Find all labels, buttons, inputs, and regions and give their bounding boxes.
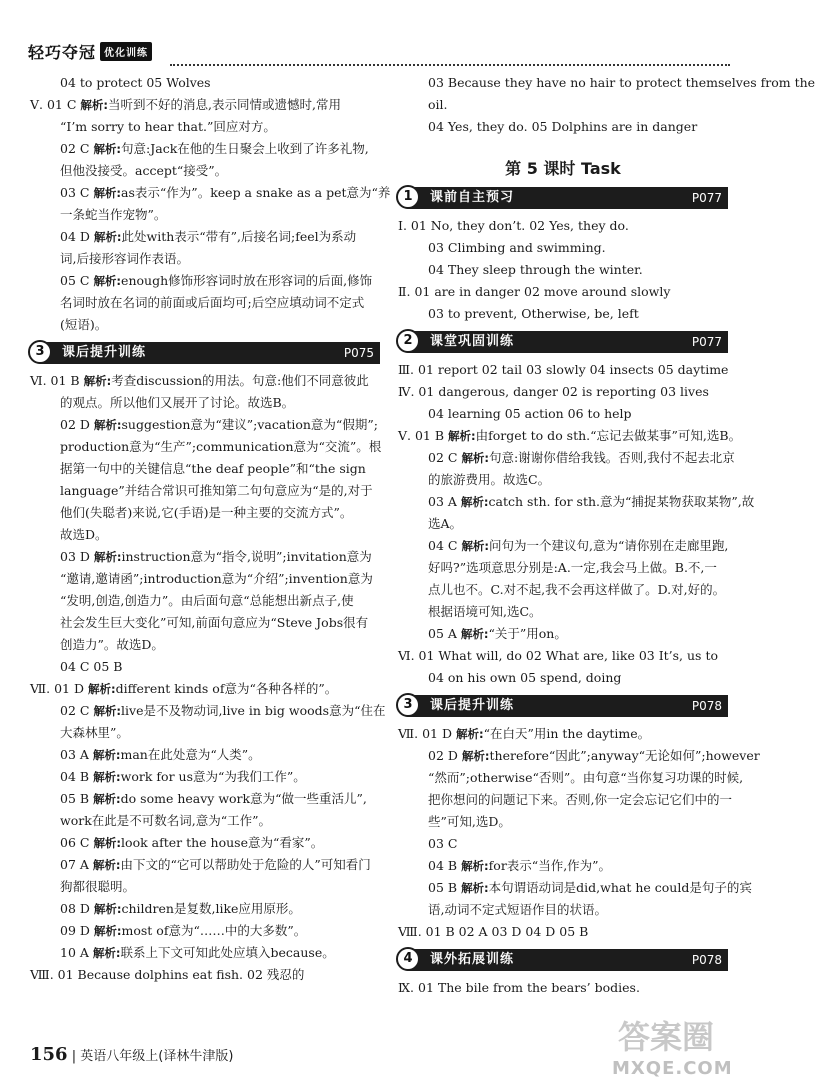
section-number-badge: 3	[396, 693, 420, 717]
text-line: 狗都很聪明。	[60, 879, 136, 894]
section-number-badge: 1	[396, 185, 420, 209]
section-page-ref: P078	[691, 953, 722, 967]
answer-number: 03 D	[60, 549, 90, 564]
analysis-text: suggestion意为“建议”;vacation意为“假期”;	[121, 417, 378, 432]
analysis-label: 解析:	[460, 495, 489, 509]
answer-line	[30, 766, 380, 788]
text-line: work在此是不可数名词,意为“工作”。	[60, 813, 272, 828]
watermark-url: MXQE.COM	[612, 1058, 733, 1079]
analysis-label: 解析:	[461, 859, 489, 873]
analysis-text: 由forget to do sth.“忘记去做某事”可知,选B。	[475, 428, 742, 443]
answer-number: 03 A	[428, 494, 457, 509]
answer-number: 05 A	[428, 626, 457, 641]
analysis-label: 解析:	[460, 627, 489, 641]
text-line: 但他没接受。accept“接受”。	[60, 163, 228, 178]
section-page-ref: P078	[691, 699, 722, 713]
page-header	[0, 0, 750, 62]
analysis-text: as表示“作为”。keep a snake as a pet意为“养	[121, 185, 391, 200]
section-page-ref: P075	[343, 346, 374, 360]
answer-line	[398, 491, 755, 513]
text-line: 的观点。所以他们又展开了讨论。故选B。	[60, 395, 295, 410]
analysis-text: 当听到不好的消息,表示同情或遗憾时,常用	[108, 97, 341, 112]
analysis-label: 解析:	[83, 374, 112, 388]
analysis-text: therefore“因此”;anyway“无论如何”;however	[489, 748, 760, 763]
answer-line	[30, 920, 380, 942]
section-number-badge: 3	[28, 340, 52, 364]
text-line: 词,后接形容词作表语。	[60, 251, 189, 266]
analysis-label: 解析:	[93, 186, 122, 200]
answer-line	[30, 94, 380, 116]
answer-line	[398, 723, 728, 745]
text-line: “邀请,邀请函”;introduction意为“介绍”;invention意为	[60, 571, 373, 586]
analysis-text: 句意:谢谢你借给我钱。否则,我付不起去北京	[489, 450, 735, 465]
answer-number: 02 C	[60, 703, 90, 718]
text-line: Ⅵ. 01 What will, do 02 What are, like 03 It’s, us to	[398, 648, 718, 663]
text-line: 的旅游费用。故选C。	[428, 472, 551, 487]
answer-line	[30, 546, 380, 568]
analysis-label: 解析:	[87, 682, 116, 696]
answer-line	[30, 854, 380, 876]
text-line: 04 on his own 05 spend, doing	[428, 670, 622, 685]
analysis-label: 解析:	[461, 451, 490, 465]
answer-number: Ⅴ. 01 C	[30, 97, 77, 112]
answer-line	[398, 877, 752, 899]
section-title: 课后提升训练	[62, 345, 147, 360]
analysis-label: 解析:	[461, 881, 489, 895]
section-page-ref: P077	[691, 191, 722, 205]
answer-number: 03 A	[60, 747, 89, 762]
analysis-label: 解析:	[93, 902, 122, 916]
answer-number: 05 C	[60, 273, 90, 288]
text-line: 选A。	[428, 516, 463, 531]
brand-logo	[28, 40, 152, 63]
analysis-text: enough修饰形容词时放在形容词的后面,修饰	[121, 273, 373, 288]
answer-number: 07 A	[60, 857, 89, 872]
analysis-text: do some heavy work意为“做一些重活儿”,	[120, 791, 367, 806]
analysis-label: 解析:	[93, 792, 121, 806]
answer-line	[30, 678, 380, 700]
analysis-text: 问句为一个建议句,意为“请你别在走廊里跑,	[489, 538, 729, 553]
text-line: 04 learning 05 action 06 to help	[428, 406, 632, 421]
text-line: 社会发生巨大变化”可知,前面句意应为“Steve Jobs很有	[60, 615, 369, 630]
text-line: Ⅲ. 01 report 02 tail 03 slowly 04 insects 05 daytime	[398, 362, 729, 377]
footer-divider: |	[71, 1049, 77, 1064]
analysis-text: work for us意为“为我们工作”。	[120, 769, 306, 784]
answer-line	[398, 425, 742, 447]
analysis-label: 解析:	[92, 858, 121, 872]
answer-number: 10 A	[60, 945, 89, 960]
analysis-label: 解析:	[93, 704, 122, 718]
analysis-text: different kinds of意为“各种各样的”。	[115, 681, 338, 696]
left-column	[30, 72, 391, 986]
answer-number: 05 B	[428, 880, 458, 895]
text-line: 他们(失聪者)来说,它(手语)是一种主要的交流方式”。	[60, 505, 353, 520]
section-title: 课堂巩固训练	[430, 334, 515, 349]
text-line: 把你想问的问题记下来。否则,你一定会忘记它们中的一	[428, 792, 732, 807]
analysis-text: look after the house意为“看家”。	[121, 835, 324, 850]
answer-line	[30, 182, 391, 204]
text-line: Ⅳ. 01 dangerous, danger 02 is reporting 03 lives	[398, 384, 709, 399]
text-line: production意为“生产”;communication意为“交流”。根	[60, 439, 382, 454]
text-line: Ⅷ. 01 Because dolphins eat fish. 02 残忍的	[30, 967, 305, 982]
text-line: “然而”;otherwise“否则”。由句意“当你复习功课的时候,	[428, 770, 744, 785]
analysis-label: 解析:	[93, 770, 121, 784]
brand-logo-text: 轻巧夺冠	[28, 43, 97, 62]
analysis-label: 解析:	[461, 539, 490, 553]
answer-line	[398, 855, 728, 877]
answer-line	[398, 623, 728, 645]
answer-number: 02 D	[60, 417, 90, 432]
analysis-text: “在白天”用in the daytime。	[483, 726, 651, 741]
analysis-text: most of意为“……中的大多数”。	[121, 923, 307, 938]
page-footer	[30, 1044, 233, 1065]
answer-line	[30, 832, 380, 854]
analysis-text: children是复数,like应用原形。	[121, 901, 301, 916]
analysis-label: 解析:	[461, 749, 490, 763]
analysis-text: 考查discussion的用法。句意:他们不同意彼此	[111, 373, 369, 388]
text-line: “I’m sorry to hear that.”回应对方。	[60, 119, 276, 134]
section-bar	[398, 331, 728, 353]
text-line: oil.	[428, 97, 448, 112]
analysis-text: 此处with表示“带有”,后接名词;feel为系动	[121, 229, 357, 244]
lesson-title: 第 5 课时 Task	[505, 159, 621, 178]
answer-number: 04 B	[60, 769, 90, 784]
text-line: 故选D。	[60, 527, 108, 542]
answer-line	[30, 788, 380, 810]
section-title: 课前自主预习	[430, 190, 515, 205]
text-line: language”并结合常识可推知第二句句意应为“是的,对于	[60, 483, 373, 498]
text-line: 名词时放在名词的前面或后面均可;后空应填动词不定式	[60, 295, 365, 310]
analysis-label: 解析:	[93, 274, 122, 288]
text-line: 03 C	[428, 836, 458, 851]
text-line: 根据语境可知,选C。	[428, 604, 542, 619]
analysis-text: 联系上下文可知此处应填入because。	[120, 945, 335, 960]
answer-line	[30, 898, 380, 920]
book-title: 英语八年级上(译林牛津版)	[80, 1049, 234, 1064]
section-page-ref: P077	[691, 335, 722, 349]
analysis-text: man在此处意为“人类”。	[120, 747, 261, 762]
text-line: “发明,创造,创造力”。由后面句意“总能想出新点子,使	[60, 593, 354, 608]
analysis-label: 解析:	[93, 418, 122, 432]
analysis-text: 句意:Jack在他的生日聚会上收到了许多礼物,	[121, 141, 369, 156]
answer-line	[30, 138, 380, 160]
analysis-label: 解析:	[448, 429, 476, 443]
section-bar	[398, 695, 728, 717]
analysis-label: 解析:	[92, 748, 121, 762]
section-bar	[398, 949, 728, 971]
section-title: 课后提升训练	[430, 698, 515, 713]
header-rule	[170, 64, 730, 66]
answer-number: 04 C	[428, 538, 458, 553]
text-line: Ⅸ. 01 The bile from the bears’ bodies.	[398, 980, 640, 995]
answer-line	[30, 942, 380, 964]
answer-line	[30, 414, 380, 436]
text-line: Ⅰ. 01 No, they don’t. 02 Yes, they do.	[398, 218, 629, 233]
answer-number: Ⅴ. 01 B	[398, 428, 445, 443]
text-line: 据第一句中的关键信息“the deaf people”和“the sign	[60, 461, 366, 476]
section-bar	[398, 187, 728, 209]
answer-number: 03 C	[60, 185, 90, 200]
analysis-text: instruction意为“指令,说明”;invitation意为	[121, 549, 372, 564]
text-line: Ⅱ. 01 are in danger 02 move around slowly	[398, 284, 671, 299]
text-line: 04 Yes, they do. 05 Dolphins are in danger	[428, 119, 698, 134]
section-number-badge: 2	[396, 329, 420, 353]
analysis-text: for表示“当作,作为”。	[488, 858, 612, 873]
text-line: 04 C 05 B	[60, 659, 123, 674]
watermark-logo: 答案圈	[618, 1018, 715, 1056]
section-number-badge: 4	[396, 947, 420, 971]
page-number: 156	[30, 1044, 68, 1065]
answer-number: 09 D	[60, 923, 90, 938]
answer-number: 02 D	[428, 748, 458, 763]
answer-number: 04 B	[428, 858, 458, 873]
analysis-label: 解析:	[455, 727, 484, 741]
text-line: 一条蛇当作宠物”。	[60, 207, 167, 222]
answer-number: 05 B	[60, 791, 90, 806]
text-line: 04 to protect 05 Wolves	[60, 75, 211, 90]
answer-line	[30, 744, 380, 766]
text-line: 点儿也不。C.对不起,我不会再这样做了。D.对,好的。	[428, 582, 726, 597]
text-line: 03 Climbing and swimming.	[428, 240, 606, 255]
text-line: 好吗?”选项意思分别是:A.一定,我会马上做。B.不,一	[428, 560, 717, 575]
section-title: 课外拓展训练	[430, 952, 515, 967]
analysis-text: live是不及物动词,live in big woods意为“住在	[121, 703, 386, 718]
analysis-label: 解析:	[93, 836, 122, 850]
analysis-label: 解析:	[93, 142, 122, 156]
analysis-label: 解析:	[93, 230, 122, 244]
answer-number: Ⅶ. 01 D	[398, 726, 452, 741]
right-column	[398, 72, 815, 999]
answer-line	[30, 270, 380, 292]
text-line: 大森林里”。	[60, 725, 129, 740]
analysis-label: 解析:	[80, 98, 109, 112]
analysis-label: 解析:	[92, 946, 121, 960]
text-line: 些”可知,选D。	[428, 814, 511, 829]
text-line: 03 to prevent, Otherwise, be, left	[428, 306, 639, 321]
answer-number: Ⅵ. 01 B	[30, 373, 80, 388]
answer-number: 02 C	[60, 141, 90, 156]
analysis-text: 由下文的“它可以帮助处于危险的人”可知看门	[120, 857, 371, 872]
answer-line	[398, 447, 735, 469]
analysis-text: 本句谓语动词是did,what he could是句子的宾	[488, 880, 752, 895]
answer-line	[398, 535, 728, 557]
answer-number: 04 D	[60, 229, 90, 244]
analysis-text: “关于”用on。	[488, 626, 567, 641]
text-line: 04 They sleep through the winter.	[428, 262, 643, 277]
answer-line	[398, 745, 760, 767]
text-line: 创造力”。故选D。	[60, 637, 164, 652]
section-bar	[30, 342, 380, 364]
text-line: 03 Because they have no hair to protect themselves from the	[428, 75, 815, 90]
analysis-label: 解析:	[93, 550, 122, 564]
text-line: Ⅷ. 01 B 02 A 03 D 04 D 05 B	[398, 924, 589, 939]
analysis-label: 解析:	[93, 924, 122, 938]
answer-line	[30, 370, 380, 392]
answer-line	[30, 226, 380, 248]
answer-line	[30, 700, 386, 722]
answer-number: Ⅶ. 01 D	[30, 681, 84, 696]
text-line: 语,动词不定式短语作目的状语。	[428, 902, 607, 917]
answer-number: 02 C	[428, 450, 458, 465]
brand-badge: 优化训练	[100, 42, 152, 61]
answer-number: 06 C	[60, 835, 90, 850]
text-line: (短语)。	[60, 317, 108, 332]
analysis-text: catch sth. for sth.意为“捕捉某物获取某物”,故	[488, 494, 755, 509]
answer-number: 08 D	[60, 901, 90, 916]
